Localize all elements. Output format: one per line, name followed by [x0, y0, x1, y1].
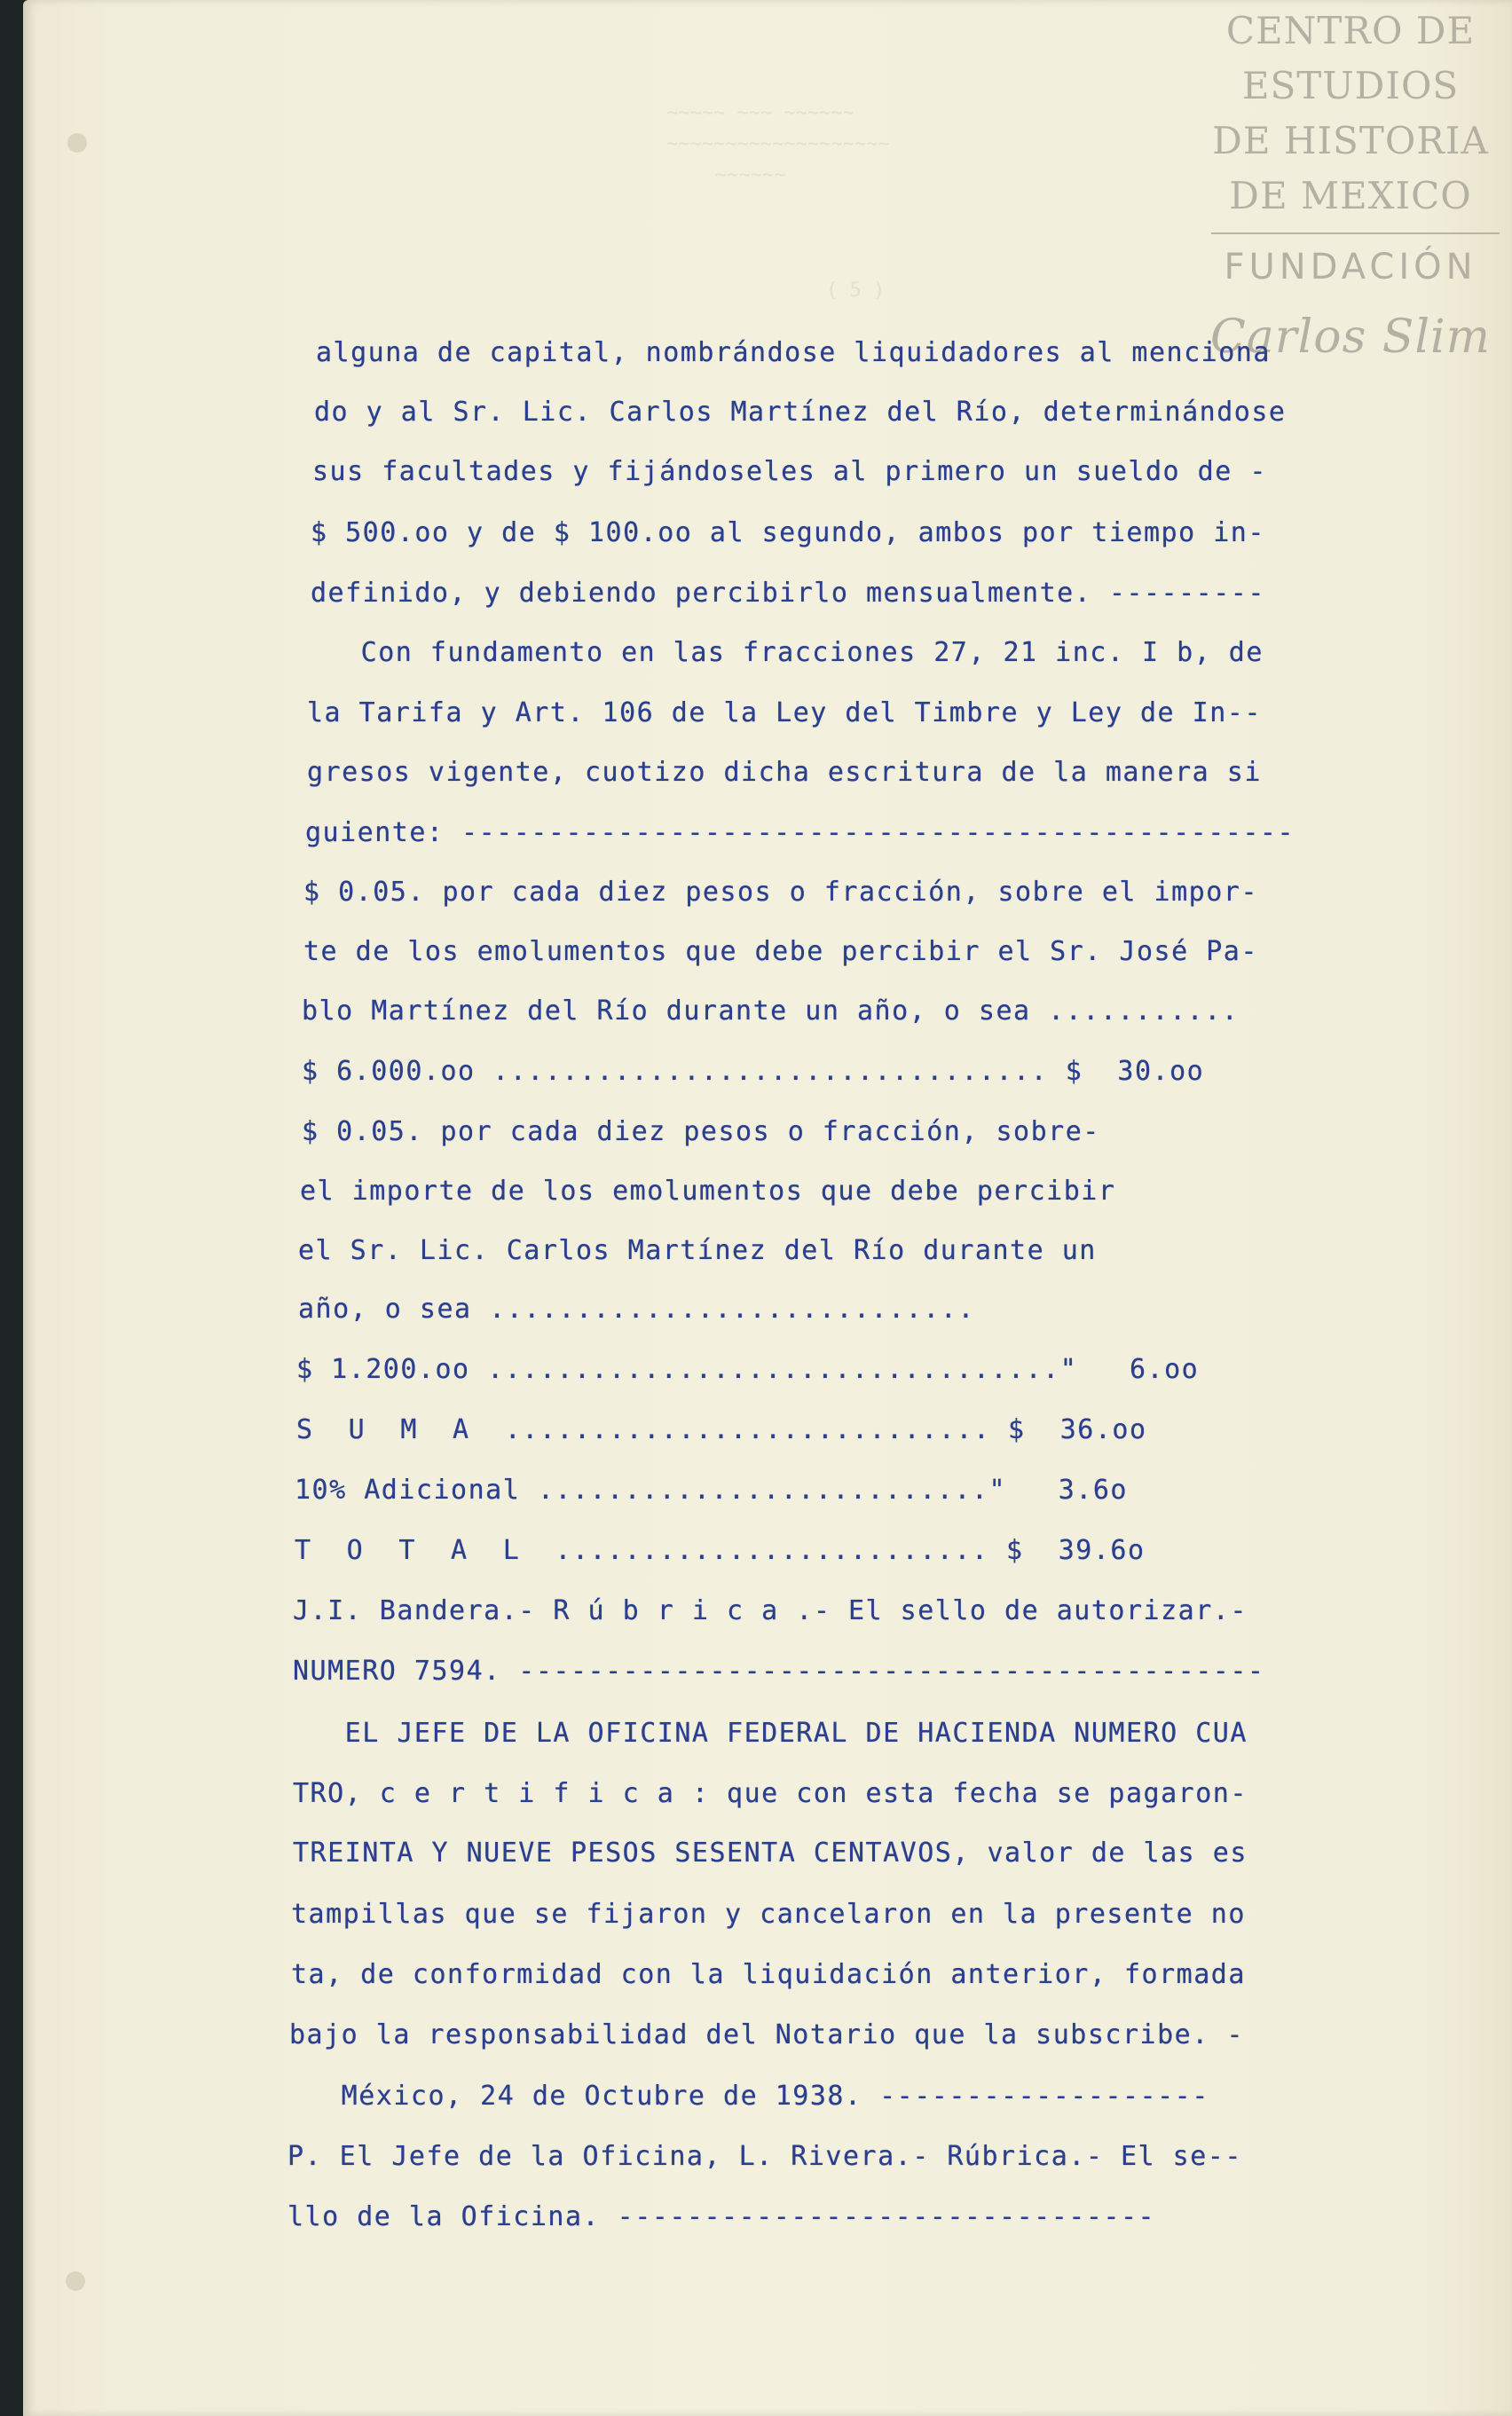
typed-line: S U M A ............................ $ 36.oo [296, 1414, 1147, 1445]
typed-line: guiente: ------------------------------------------------ [305, 817, 1295, 848]
typed-line: te de los emolumentos que debe percibir el Sr. José Pa- [303, 936, 1258, 967]
typed-line: alguna de capital, nombrándose liquidadores al menciona [316, 337, 1271, 368]
typed-line: $ 500.oo y de $ 100.oo al segundo, ambos por tiempo in- [311, 517, 1265, 548]
typed-line: TREINTA Y NUEVE PESOS SESENTA CENTAVOS, valor de las es [293, 1838, 1248, 1869]
typed-line: el importe de los emolumentos que debe percibir [300, 1176, 1116, 1207]
typed-line: año, o sea ............................ [298, 1294, 975, 1325]
bleed-through-mark: ~~~~~~~~~~~~~~~~~~~ [666, 133, 890, 155]
typed-line: $ 0.05. por cada diez pesos o fracción, sobre el impor- [303, 877, 1258, 908]
typed-line: ta, de conformidad con la liquidación anterior, formada [291, 1959, 1246, 1990]
typed-line: definido, y debiendo percibirlo mensualmente. --------- [311, 578, 1265, 609]
typed-line: P. El Jefe de la Oficina, L. Rivera.- Rúbrica.- El se-- [287, 2141, 1242, 2172]
typed-line: $ 0.05. por cada diez pesos o fracción, sobre- [302, 1116, 1100, 1147]
typed-line: México, 24 de Octubre de 1938. ------------------- [289, 2081, 1209, 2112]
typed-line: gresos vigente, cuotizo dicha escritura de la manera si [307, 757, 1262, 788]
watermark-divider [1211, 232, 1500, 234]
typed-line: tampillas que se fijaron y cancelaron en la presente no [291, 1899, 1246, 1930]
typed-line: T O T A L ......................... $ 39.6o [295, 1535, 1146, 1566]
watermark-line: CENTRO DE [1225, 9, 1476, 52]
typed-line: EL JEFE DE LA OFICINA FEDERAL DE HACIENDA NUMERO CUA [293, 1718, 1248, 1749]
typed-line: $ 6.000.oo ................................ $ 30.oo [302, 1056, 1205, 1087]
watermark-line: DE HISTORIA [1212, 119, 1489, 162]
typed-line: el Sr. Lic. Carlos Martínez del Río durante un [298, 1235, 1097, 1266]
typed-line: do y al Sr. Lic. Carlos Martínez del Río, determinándose [314, 397, 1287, 428]
typed-line: J.I. Bandera.- R ú b r i c a .- El sello de autorizar.- [293, 1595, 1248, 1626]
watermark-line: DE MEXICO [1229, 174, 1472, 217]
typed-line: 10% Adicional .........................." 3.6o [295, 1475, 1128, 1506]
bleed-through-mark: ~~~~~~ [715, 164, 786, 186]
watermark-line: ESTUDIOS [1241, 64, 1460, 107]
typed-line: Con fundamento en las fracciones 27, 21 inc. I b, de [309, 637, 1264, 668]
typed-line: NUMERO 7594. ------------------------------------------- [293, 1656, 1265, 1687]
typed-line: sus facultades y fijándoseles al primero un sueldo de - [312, 456, 1267, 487]
bleed-through-mark: ~~~~~ ~~~ ~~~~~~ [666, 102, 854, 124]
typed-line: bajo la responsabilidad del Notario que la subscribe. - [289, 2019, 1244, 2050]
punch-hole [67, 133, 87, 153]
watermark-signature: Carlos Slim [1210, 311, 1491, 364]
typed-line: $ 1.200.oo ................................." 6.oo [296, 1354, 1200, 1385]
typed-line: blo Martínez del Río durante un año, o sea ........... [302, 996, 1240, 1027]
typed-line: llo de la Oficina. ------------------------------- [287, 2201, 1156, 2232]
typed-line: la Tarifa y Art. 106 de la Ley del Timbre y Ley de In-- [307, 697, 1262, 728]
bleed-through-mark: ( 5 ) [826, 279, 886, 302]
watermark-line: FUNDACIÓN [1224, 247, 1477, 287]
punch-hole [66, 2271, 85, 2291]
typed-line: TRO, c e r t i f i c a : que con esta fecha se pagaron- [293, 1778, 1248, 1809]
